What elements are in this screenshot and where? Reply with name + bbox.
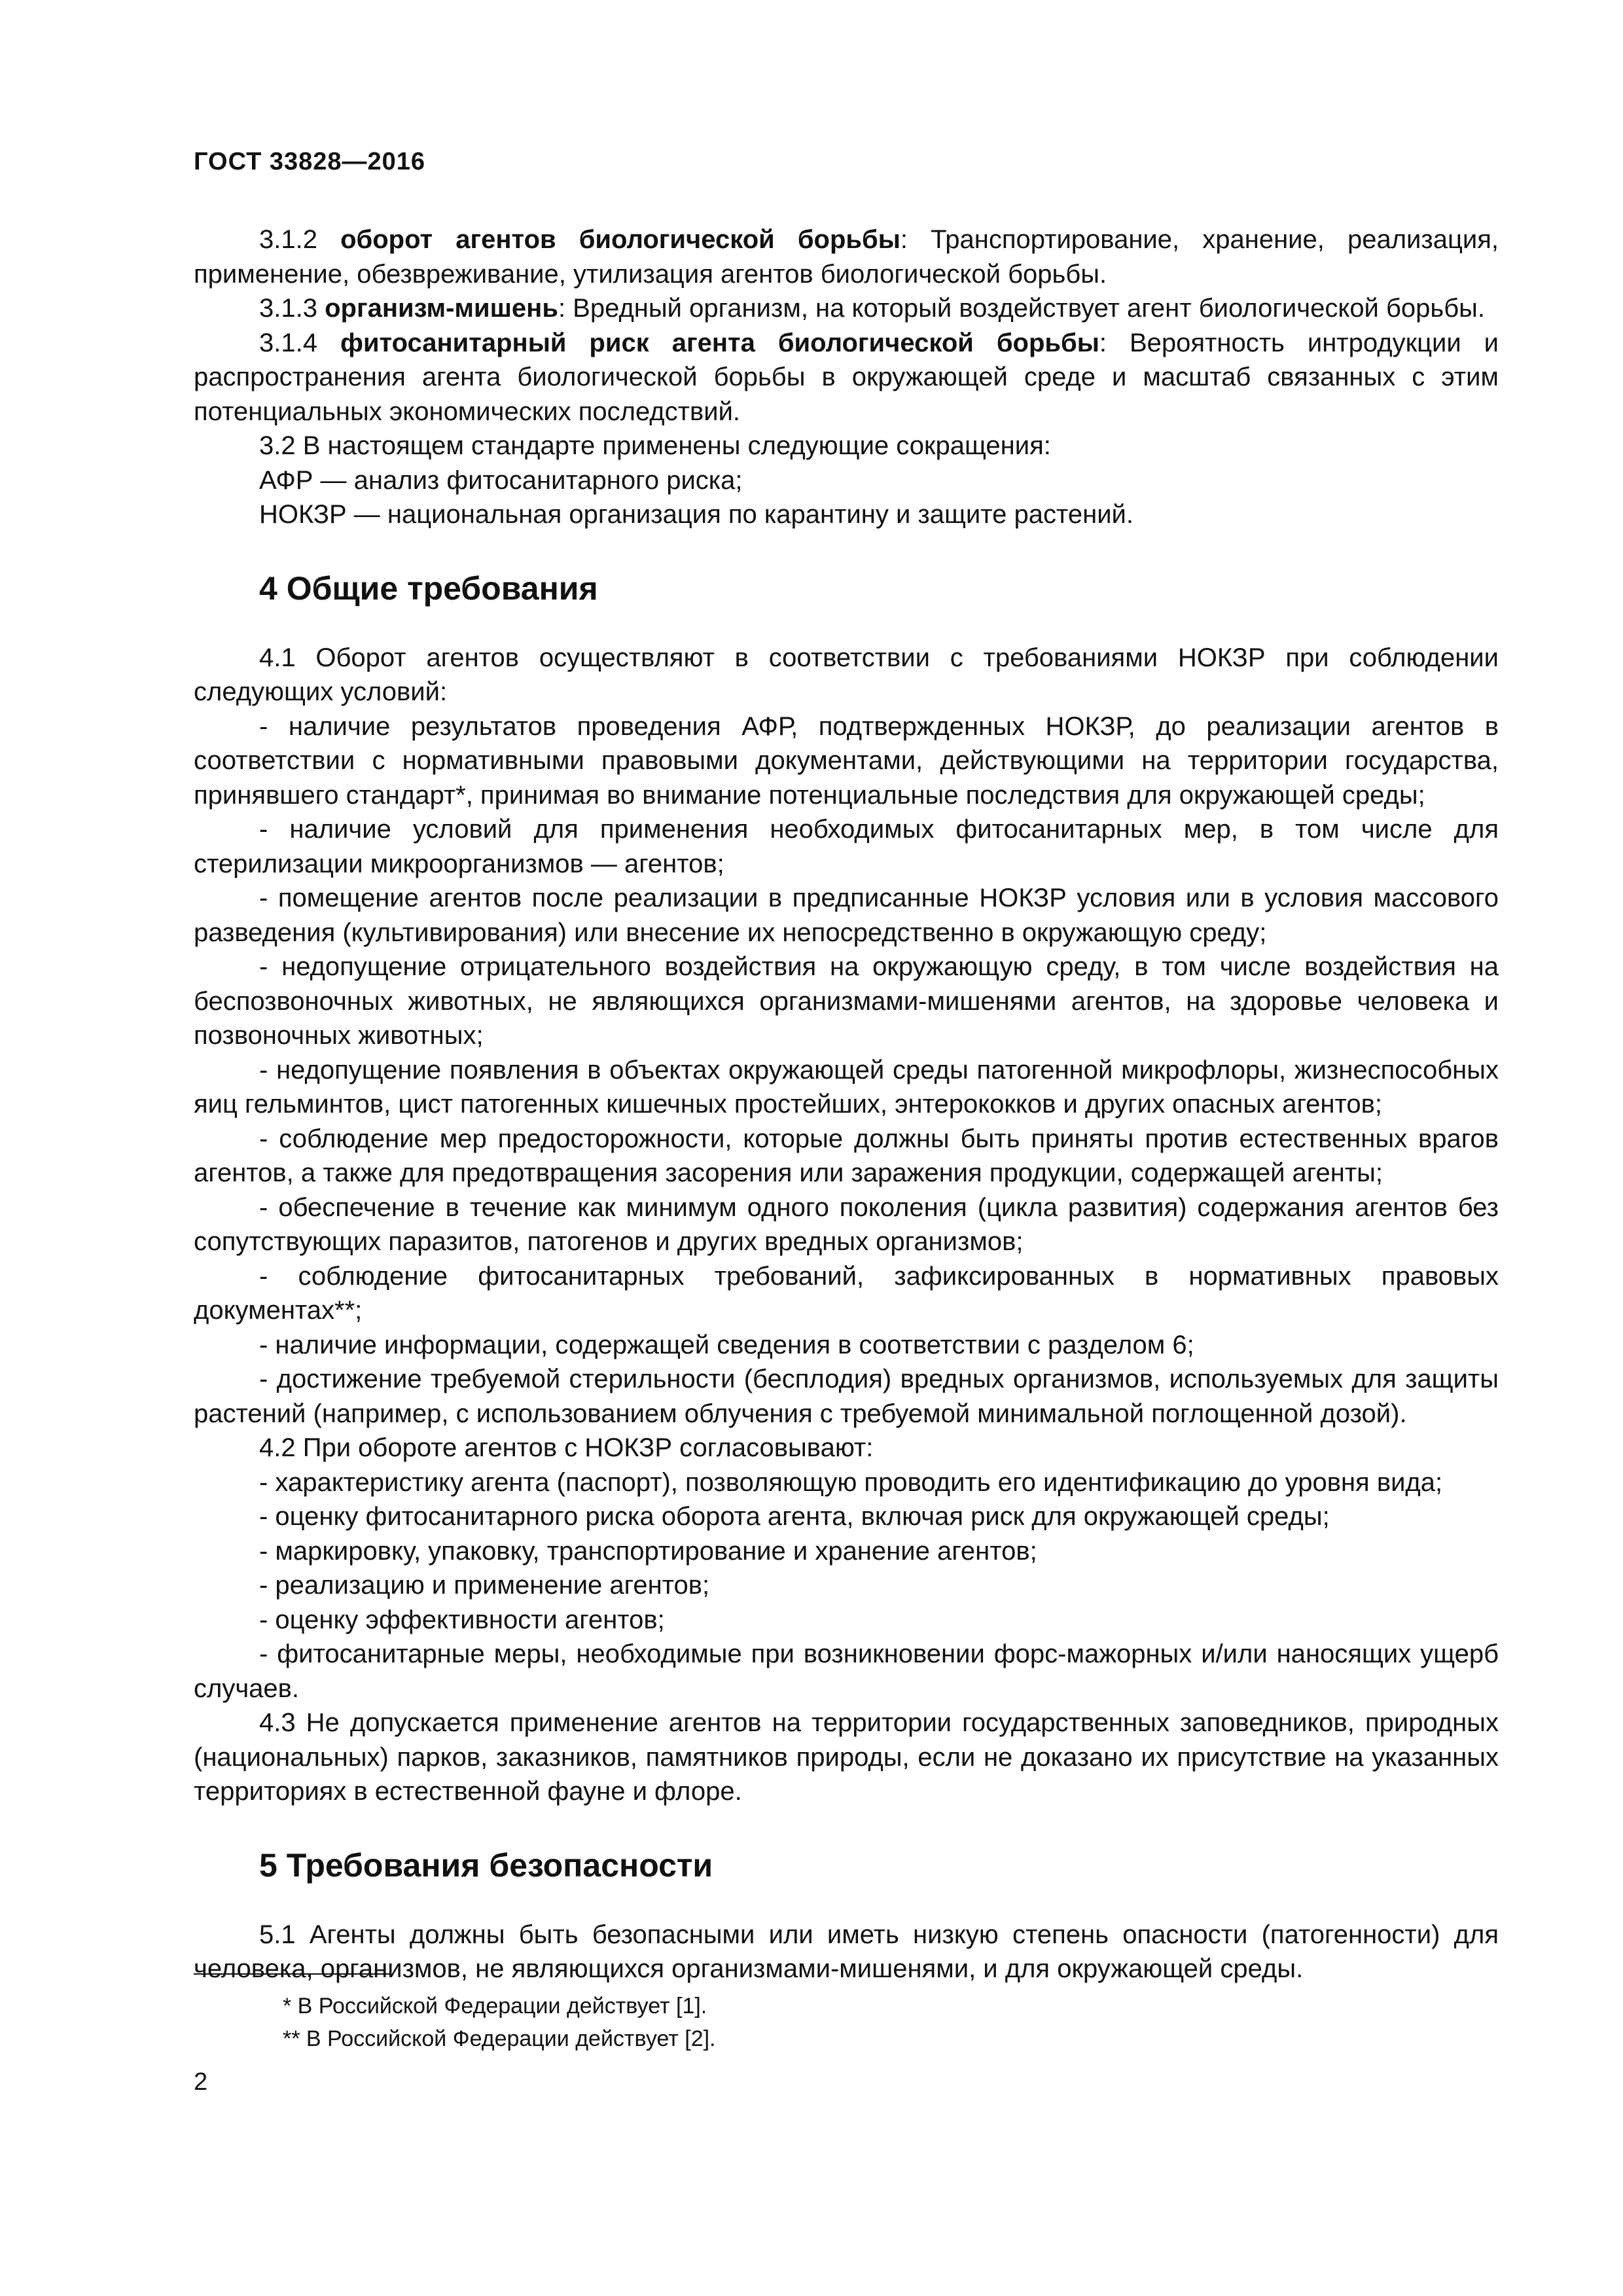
- list-item: - недопущение отрицательного воздействия на окружающую среду, в том числе воздействия на беспозвоночных животных, не являющихся организмами-мишенями агентов, на здоровье человека и позвоночных животных;: [194, 952, 1499, 1050]
- definition: : Вредный организм, на который воздействует агент биологической борьбы.: [558, 294, 1486, 323]
- clause-4-1: 4.1 Оборот агентов осуществляют в соответствии с требованиями НОКЗР при соблюдении следующих условий:: [194, 643, 1499, 706]
- list-item: - помещение агентов после реализации в предписанные НОКЗР условия или в условия массового разведения (культивирования) или внесение их непосредственно в окружающую среду;: [194, 884, 1499, 947]
- list-item: - достижение требуемой стерильности (бесплодия) вредных организмов, используемых для защиты растений (например, с использованием облучения с требуемой минимальной поглощенной дозой).: [194, 1365, 1499, 1428]
- list-item: - оценку фитосанитарного риска оборота агента, включая риск для окружающей среды;: [259, 1502, 1330, 1531]
- list-item: - обеспечение в течение как минимум одного поколения (цикла развития) содержания агентов без сопутствующих паразитов, патогенов и других вредных организмов;: [194, 1193, 1499, 1256]
- footnote-divider: [194, 1973, 390, 1975]
- clause-3-1-2: [194, 223, 1499, 291]
- abbreviation-afr: АФР — анализ фитосанитарного риска;: [259, 465, 743, 495]
- list-item: - соблюдение мер предосторожности, которые должны быть приняты против естественных врагов агентов, а также для предотвращения засорения или заражения продукции, содержащей агенты;: [194, 1124, 1499, 1187]
- list-item: - характеристику агента (паспорт), позволяющую проводить его идентификацию до уровня вида;: [259, 1467, 1443, 1497]
- list-item: - оценку эффективности агентов;: [259, 1605, 665, 1634]
- list-item: - реализацию и применение агентов;: [259, 1571, 710, 1600]
- list-item: - недопущение появления в объектах окружающей среды патогенной микрофлоры, жизнеспособных яиц гельминтов, цист патогенных кишечных простейших, энтерококков и других опасных агентов;: [194, 1055, 1499, 1119]
- clause-4-3: 4.3 Не допускается применение агентов на территории государственных заповедников, природных (национальных) парков, заказников, памятников природы, если не доказано их присутствие на указанных территориях в естественной фауне и флоре.: [194, 1708, 1499, 1806]
- clause-number: 3.1.3: [259, 294, 317, 323]
- list-item: - наличие результатов проведения АФР, подтвержденных НОКЗР, до реализации агентов в соответствии с нормативными правовыми документами, действующими на территории государства, принявшего стандарт*, принимая во внимание потенциальные последствия для окружающей среды;: [194, 711, 1499, 810]
- abbreviation-nokzr: НОКЗР — национальная организация по карантину и защите растений.: [259, 500, 1133, 529]
- clause-3-2: 3.2 В настоящем стандарте применены следующие сокращения:: [259, 431, 1051, 460]
- clause-number: 3.1.4: [259, 328, 317, 357]
- footnote: * В Российской Федерации действует [1].: [283, 1994, 707, 2018]
- footnote: ** В Российской Федерации действует [2].: [283, 2026, 716, 2051]
- clause-3-1-4: [194, 326, 1499, 429]
- document-body: [194, 223, 1499, 1986]
- term: фитосанитарный риск агента биологической борьбы: [340, 328, 1099, 357]
- page-number: 2: [194, 2068, 208, 2096]
- term: организм-мишень: [325, 294, 558, 323]
- clause-3-1-3: [194, 291, 1499, 326]
- list-item: - маркировку, упаковку, транспортирование и хранение агентов;: [259, 1536, 1037, 1566]
- footnotes: [283, 1990, 716, 2055]
- section-5-title: 5 Требования безопасности: [259, 1846, 713, 1884]
- list-item: - соблюдение фитосанитарных требований, зафиксированных в нормативных правовых документах**;: [194, 1261, 1499, 1325]
- list-item: - наличие условий для применения необходимых фитосанитарных мер, в том числе для стерилизации микроорганизмов — агентов;: [194, 815, 1499, 878]
- definition: : Транспортирование, хранение, реализация, применение, обезвреживание, утилизация агентов биологической борьбы.: [194, 225, 1499, 289]
- section-4-title: 4 Общие требования: [259, 569, 598, 607]
- clause-5-1: 5.1 Агенты должны быть безопасными или иметь низкую степень опасности (патогенности) для человека, организмов, не являющихся организмами-мишенями, и для окружающей среды.: [194, 1920, 1499, 1983]
- document-header: ГОСТ 33828—2016: [194, 148, 426, 175]
- term: оборот агентов биологической борьбы: [340, 225, 901, 254]
- list-item: - фитосанитарные меры, необходимые при возникновении форс-мажорных и/или наносящих ущерб случаев.: [194, 1640, 1499, 1703]
- clause-4-2: 4.2 При обороте агентов с НОКЗР согласовывают:: [259, 1433, 874, 1462]
- list-item: - наличие информации, содержащей сведения в соответствии с разделом 6;: [259, 1330, 1194, 1359]
- clause-number: 3.1.2: [259, 225, 317, 254]
- definition: : Вероятность интродукции и распространения агента биологической борьбы в окружающей среде и масштаб связанных с этим потенциальных экономических последствий.: [194, 328, 1499, 426]
